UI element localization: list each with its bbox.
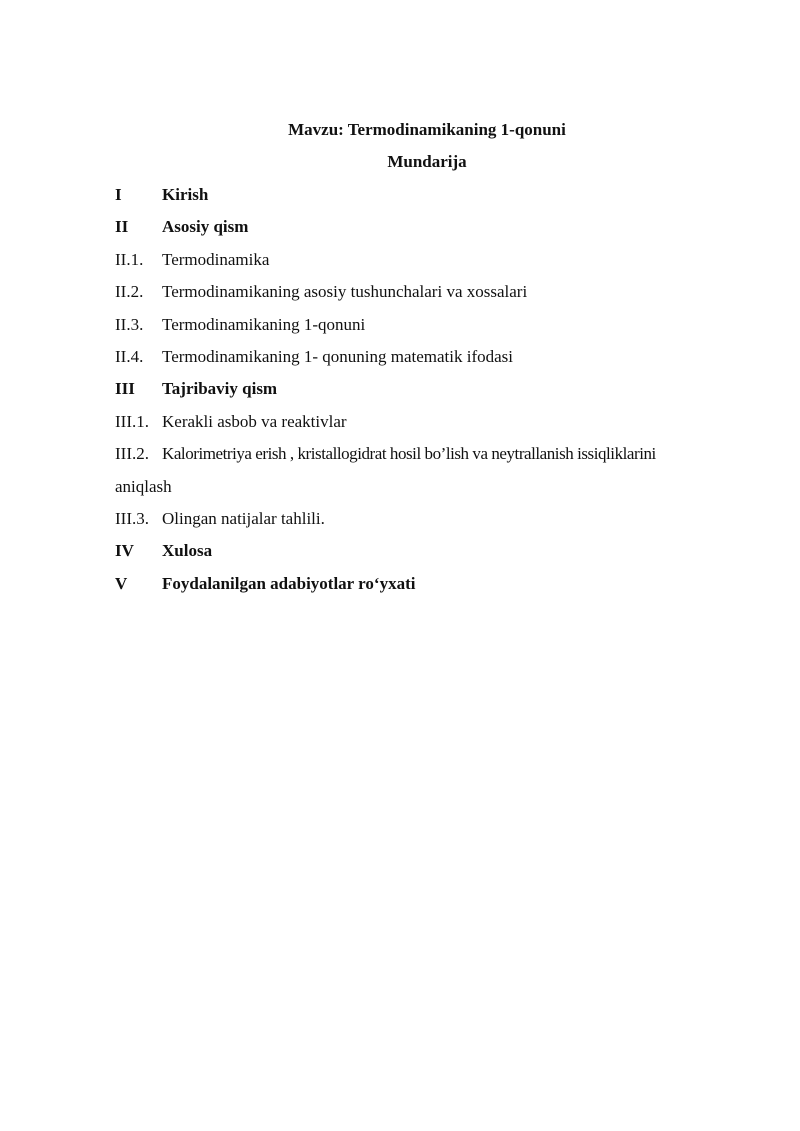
toc-item-number: I <box>115 185 122 204</box>
toc-item-number: II <box>115 217 129 237</box>
toc-item-text: Olingan natijalar tahlili. <box>162 508 325 528</box>
toc-item-number: II.1. <box>115 249 144 269</box>
toc-item-text: Tajribaviy qism <box>162 379 278 399</box>
toc-item <box>115 509 755 541</box>
toc-item <box>115 379 755 411</box>
toc-item-text-continued: aniqlash <box>115 476 172 496</box>
toc-item-text: Kirish <box>162 185 209 204</box>
toc-item-text: Xulosa <box>162 541 213 561</box>
toc-item-number: V <box>115 573 128 593</box>
toc-item-text: Kerakli asbob va reaktivlar <box>162 411 347 431</box>
toc-item-number: II.2. <box>115 282 144 302</box>
toc-item-number: III.3. <box>115 508 149 528</box>
toc-item <box>115 250 755 282</box>
toc-item <box>115 282 755 314</box>
toc-item <box>115 185 755 217</box>
toc-item-text: Termodinamikaning asosiy tushunchalari va xossalari <box>162 282 528 302</box>
document-subtitle: Mundarija <box>387 152 467 171</box>
toc-item-number: IV <box>115 541 134 561</box>
toc-item <box>115 315 755 347</box>
toc-item <box>115 541 755 573</box>
toc-item-text: Asosiy qism <box>162 217 249 237</box>
toc-item <box>115 347 755 379</box>
toc-item <box>115 217 755 249</box>
toc-item-number: III.2. <box>115 444 149 464</box>
table-of-contents <box>115 185 755 606</box>
toc-item-text: Termodinamikaning 1-qonuni <box>162 314 366 334</box>
toc-item-number: II.3. <box>115 314 144 334</box>
document-title: Mavzu: Termodinamikaning 1-qonuni <box>288 120 566 139</box>
toc-item <box>115 412 755 444</box>
toc-item-number: III.1. <box>115 411 149 431</box>
toc-item-number: III <box>115 379 135 399</box>
toc-item-text: Foydalanilgan adabiyotlar ro‘yxati <box>162 573 416 593</box>
toc-item-text: Kalorimetriya erish , kristallogidrat hosil bo’lish va neytrallanish issiqliklarini <box>162 444 656 464</box>
toc-item-number: II.4. <box>115 346 144 366</box>
toc-item <box>115 574 755 606</box>
toc-item-text: Termodinamika <box>162 249 270 269</box>
toc-item-text: Termodinamikaning 1- qonuning matematik ifodasi <box>162 346 514 366</box>
toc-item-wrapped <box>115 444 755 509</box>
